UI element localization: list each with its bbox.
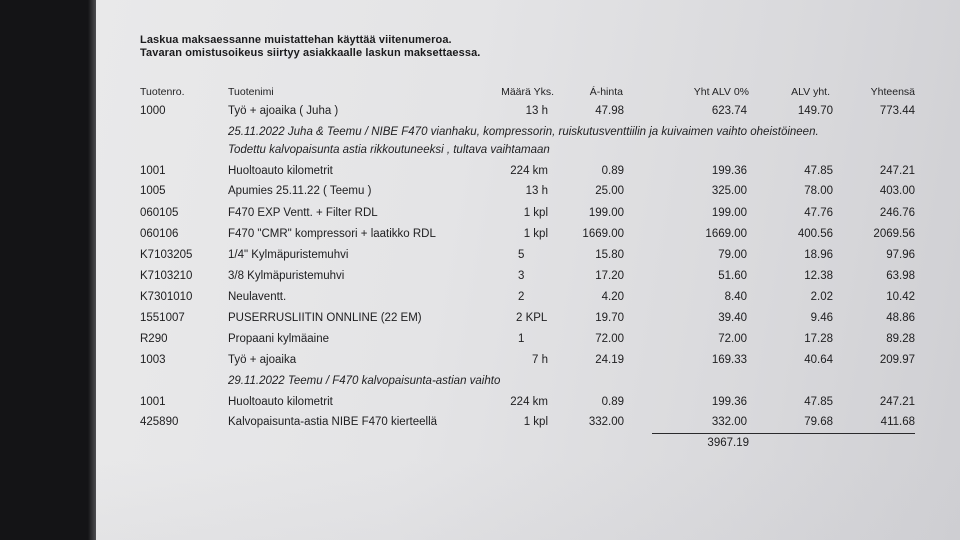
item-total: 247.21: [879, 165, 915, 177]
item-qty: 2 KPL: [516, 312, 548, 324]
item-net: 623.74: [711, 105, 747, 117]
col-header-net: Yht ALV 0%: [693, 86, 749, 98]
col-header-unit-price: Á-hinta: [589, 86, 623, 98]
payment-reference-notice: Laskua maksaessanne muistattehan käyttää viitenumeroa.: [140, 34, 452, 46]
item-net: 72.00: [718, 333, 747, 345]
item-qty: 1: [518, 333, 525, 345]
item-vat: 17.28: [804, 333, 833, 345]
item-unit-price: 17.20: [595, 270, 624, 282]
item-qty: 13 h: [525, 105, 548, 117]
col-header-name: Tuotenimi: [228, 86, 274, 98]
item-vat: 47.85: [804, 165, 833, 177]
item-total: 2069.56: [873, 228, 915, 240]
item-total: 403.00: [879, 185, 915, 197]
item-qty: 1 kpl: [523, 207, 548, 219]
item-net: 79.00: [718, 249, 747, 261]
item-qty: 13 h: [525, 185, 548, 197]
table-row: [0, 291, 960, 309]
table-row: [0, 165, 960, 183]
item-total: 10.42: [886, 291, 915, 303]
table-row: [0, 249, 960, 267]
item-code: 1001: [140, 396, 166, 408]
item-qty: 1 kpl: [523, 416, 548, 428]
item-total: 247.21: [879, 396, 915, 408]
item-net: 325.00: [711, 185, 747, 197]
item-name: 1/4" Kylmäpuristemuhvi: [228, 249, 349, 261]
item-code: K7103210: [140, 270, 193, 282]
table-row: [0, 228, 960, 246]
item-qty: 3: [518, 270, 525, 282]
item-name: Työ + ajoaika: [228, 354, 297, 366]
item-unit-price: 4.20: [601, 291, 624, 303]
table-row: [0, 185, 960, 203]
item-total: 246.76: [879, 207, 915, 219]
item-code: 060106: [140, 228, 179, 240]
item-total: 97.96: [886, 249, 915, 261]
item-net: 1669.00: [705, 228, 747, 240]
item-code: 1551007: [140, 312, 185, 324]
item-code: 060105: [140, 207, 179, 219]
table-row: [0, 416, 960, 434]
subtotal-rule: [652, 433, 915, 434]
item-name: F470 "CMR" kompressori + laatikko RDL: [228, 228, 436, 240]
item-unit-price: 1669.00: [582, 228, 624, 240]
item-vat: 12.38: [804, 270, 833, 282]
item-code: K7301010: [140, 291, 193, 303]
item-qty: 5: [518, 249, 525, 261]
item-code: 1001: [140, 165, 166, 177]
item-name: Työ + ajoaika ( Juha ): [228, 105, 339, 117]
item-vat: 400.56: [797, 228, 833, 240]
item-unit-price: 47.98: [595, 105, 624, 117]
item-code: R290: [140, 333, 168, 345]
item-code: 1005: [140, 185, 166, 197]
item-name: Neulaventt.: [228, 291, 287, 303]
col-header-vat: ALV yht.: [791, 86, 830, 98]
item-vat: 40.64: [804, 354, 833, 366]
table-row: [0, 105, 960, 123]
item-net: 332.00: [711, 416, 747, 428]
item-code: 1003: [140, 354, 166, 366]
work-note: Todettu kalvopaisunta astia rikkoutuneeksi , tultava vaihtamaan: [228, 144, 550, 156]
item-unit-price: 24.19: [595, 354, 624, 366]
item-net: 169.33: [711, 354, 747, 366]
item-name: Apumies 25.11.22 ( Teemu ): [228, 185, 372, 197]
item-total: 48.86: [886, 312, 915, 324]
item-total: 209.97: [879, 354, 915, 366]
item-name: Huoltoauto kilometrit: [228, 165, 333, 177]
table-row: [0, 354, 960, 372]
item-code: 1000: [140, 105, 166, 117]
col-header-qty: Määrä Yks.: [501, 86, 554, 98]
item-total: 773.44: [879, 105, 915, 117]
item-net: 199.36: [711, 165, 747, 177]
item-vat: 149.70: [797, 105, 833, 117]
table-row: [0, 333, 960, 351]
ownership-notice: Tavaran omistusoikeus siirtyy asiakkaalle laskun maksettaessa.: [140, 47, 481, 59]
item-unit-price: 19.70: [595, 312, 624, 324]
item-name: F470 EXP Ventt. + Filter RDL: [228, 207, 378, 219]
item-vat: 18.96: [804, 249, 833, 261]
item-net: 8.40: [724, 291, 747, 303]
item-unit-price: 25.00: [595, 185, 624, 197]
table-row: [0, 270, 960, 288]
item-unit-price: 72.00: [595, 333, 624, 345]
item-qty: 1 kpl: [523, 228, 548, 240]
item-net: 199.00: [711, 207, 747, 219]
work-note: 29.11.2022 Teemu / F470 kalvopaisunta-astian vaihto: [228, 375, 501, 387]
item-qty: 224 km: [510, 396, 548, 408]
item-vat: 47.85: [804, 396, 833, 408]
item-vat: 47.76: [804, 207, 833, 219]
item-name: PUSERRUSLIITIN ONNLINE (22 EM): [228, 312, 422, 324]
item-unit-price: 0.89: [601, 165, 624, 177]
item-unit-price: 332.00: [588, 416, 624, 428]
grand-total-net: 3967.19: [707, 437, 749, 449]
col-header-code: Tuotenro.: [140, 86, 185, 98]
item-name: Propaani kylmäaine: [228, 333, 330, 345]
col-header-total: Yhteensä: [870, 86, 915, 98]
work-note: 25.11.2022 Juha & Teemu / NIBE F470 vianhaku, kompressorin, ruiskutusventtiilin ja kuivaimen vaihto oheistöineen.: [228, 126, 819, 138]
item-vat: 9.46: [810, 312, 833, 324]
item-total: 63.98: [886, 270, 915, 282]
item-qty: 7 h: [532, 354, 548, 366]
item-vat: 2.02: [810, 291, 833, 303]
item-code: K7103205: [140, 249, 193, 261]
item-name: 3/8 Kylmäpuristemuhvi: [228, 270, 345, 282]
item-vat: 78.00: [804, 185, 833, 197]
item-unit-price: 0.89: [601, 396, 624, 408]
table-row: [0, 207, 960, 225]
item-total: 89.28: [886, 333, 915, 345]
item-vat: 79.68: [804, 416, 833, 428]
item-net: 199.36: [711, 396, 747, 408]
item-name: Kalvopaisunta-astia NIBE F470 kierteellä: [228, 416, 438, 428]
item-total: 411.68: [880, 416, 915, 428]
table-row: [0, 312, 960, 330]
item-net: 51.60: [718, 270, 747, 282]
item-unit-price: 15.80: [595, 249, 624, 261]
item-unit-price: 199.00: [588, 207, 624, 219]
item-qty: 2: [518, 291, 525, 303]
item-name: Huoltoauto kilometrit: [228, 396, 333, 408]
item-net: 39.40: [718, 312, 747, 324]
item-qty: 224 km: [510, 165, 548, 177]
item-code: 425890: [140, 416, 179, 428]
table-row: [0, 396, 960, 414]
